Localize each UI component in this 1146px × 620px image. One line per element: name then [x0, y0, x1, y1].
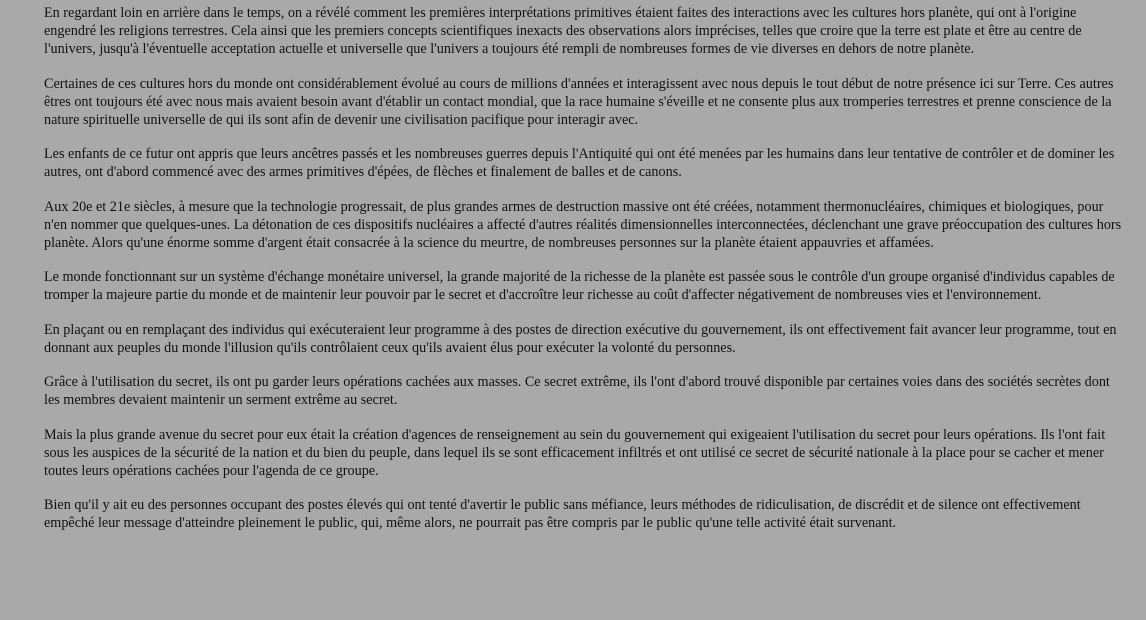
- paragraph-3: Les enfants de ce futur ont appris que leurs ancêtres passés et les nombreuses guerres depuis l'Antiquité qui ont été menées par les humains dans leur tentative de contrôler et de dominer les autres, ont d'abord commencé avec des armes primitives d'épées, de flèches et finalement de balles et de canons.: [44, 146, 1115, 180]
- paragraph-5: Le monde fonctionnant sur un système d'échange monétaire universel, la grande majorité de la richesse de la planète est passée sous le contrôle d'un groupe organisé d'individus capables de tromper la majeure partie du monde et de maintenir leur pouvoir par le secret et d'accroître leur richesse au coût d'affecter négativement de nombreuses vies et l'environnement.: [44, 269, 1115, 303]
- paragraph-1: En regardant loin en arrière dans le temps, on a révélé comment les premières interprétations primitives étaient faites des interactions avec les cultures hors planète, qui ont à l'origine engendré les religions terrestres. Cela ainsi que les premiers concepts scientifiques inexacts des observations alors imprécises, telles que croire que la terre est plate et être au centre de l'univers, jusqu'à l'éventuelle acceptation actuelle et universelle que l'univers a toujours été rempli de nombreuses formes de vie diverses en dehors de notre planète.: [44, 5, 1082, 57]
- paragraph-7: Grâce à l'utilisation du secret, ils ont pu garder leurs opérations cachées aux masses. Ce secret extrême, ils l'ont d'abord trouvé disponible par certaines voies dans des sociétés secrètes dont les membres devaient maintenir un serment extrême au secret.: [44, 374, 1110, 408]
- paragraph-9: Bien qu'il y ait eu des personnes occupant des postes élevés qui ont tenté d'avertir le public sans méfiance, leurs méthodes de ridiculisation, de discrédit et de silence ont effectivement empêché leur message d'atteindre pleinement le public, qui, même alors, ne pourrait pas être compris par le public qu'une telle activité était survenant.: [44, 497, 1081, 531]
- document-text: [44, 4, 1122, 532]
- paragraph-4: Aux 20e et 21e siècles, à mesure que la technologie progressait, de plus grandes armes de destruction massive ont été créées, notamment thermonucléaires, chimiques et biologiques, pour n'en nommer que quelques-unes. La détonation de ces dispositifs nucléaires a affecté d'autres réalités dimensionnelles interconnectées, déclenchant une grave préoccupation des cultures hors planète. Alors qu'une énorme somme d'argent était consacrée à la science du meurtre, de nombreuses personnes sur la planète étaient appauvries et affamées.: [44, 198, 1122, 251]
- paragraph-2: Certaines de ces cultures hors du monde ont considérablement évolué au cours de millions d'années et interagissent avec nous depuis le tout début de notre présence ici sur Terre. Ces autres êtres ont toujours été avec nous mais avaient besoin avant d'établir un contact mondial, que la race humaine s'éveille et ne consente plus aux tromperies terrestres et prenne conscience de la nature spirituelle universelle de qui ils sont afin de devenir une civilisation pacifique pour interagir avec.: [44, 75, 1114, 128]
- paragraph-6: En plaçant ou en remplaçant des individus qui exécuteraient leur programme à des postes de direction exécutive du gouvernement, ils ont effectivement fait avancer leur programme, tout en donnant aux peuples du monde l'illusion qu'ils contrôlaient ceux qu'ils avaient élus pour exécuter la volonté du personnes.: [44, 321, 1117, 356]
- paragraph-8: Mais la plus grande avenue du secret pour eux était la création d'agences de renseignement au sein du gouvernement qui exigeaient l'utilisation du secret pour leurs opérations. Ils l'ont fait sous les auspices de la sécurité de la nation et du bien du peuple, dans lequel ils se sont efficacement infiltrés et ont utilisé ce secret de sécurité nationale à la place pour se cacher et mener toutes leurs opérations cachées pour l'agenda de ce groupe.: [44, 426, 1106, 479]
